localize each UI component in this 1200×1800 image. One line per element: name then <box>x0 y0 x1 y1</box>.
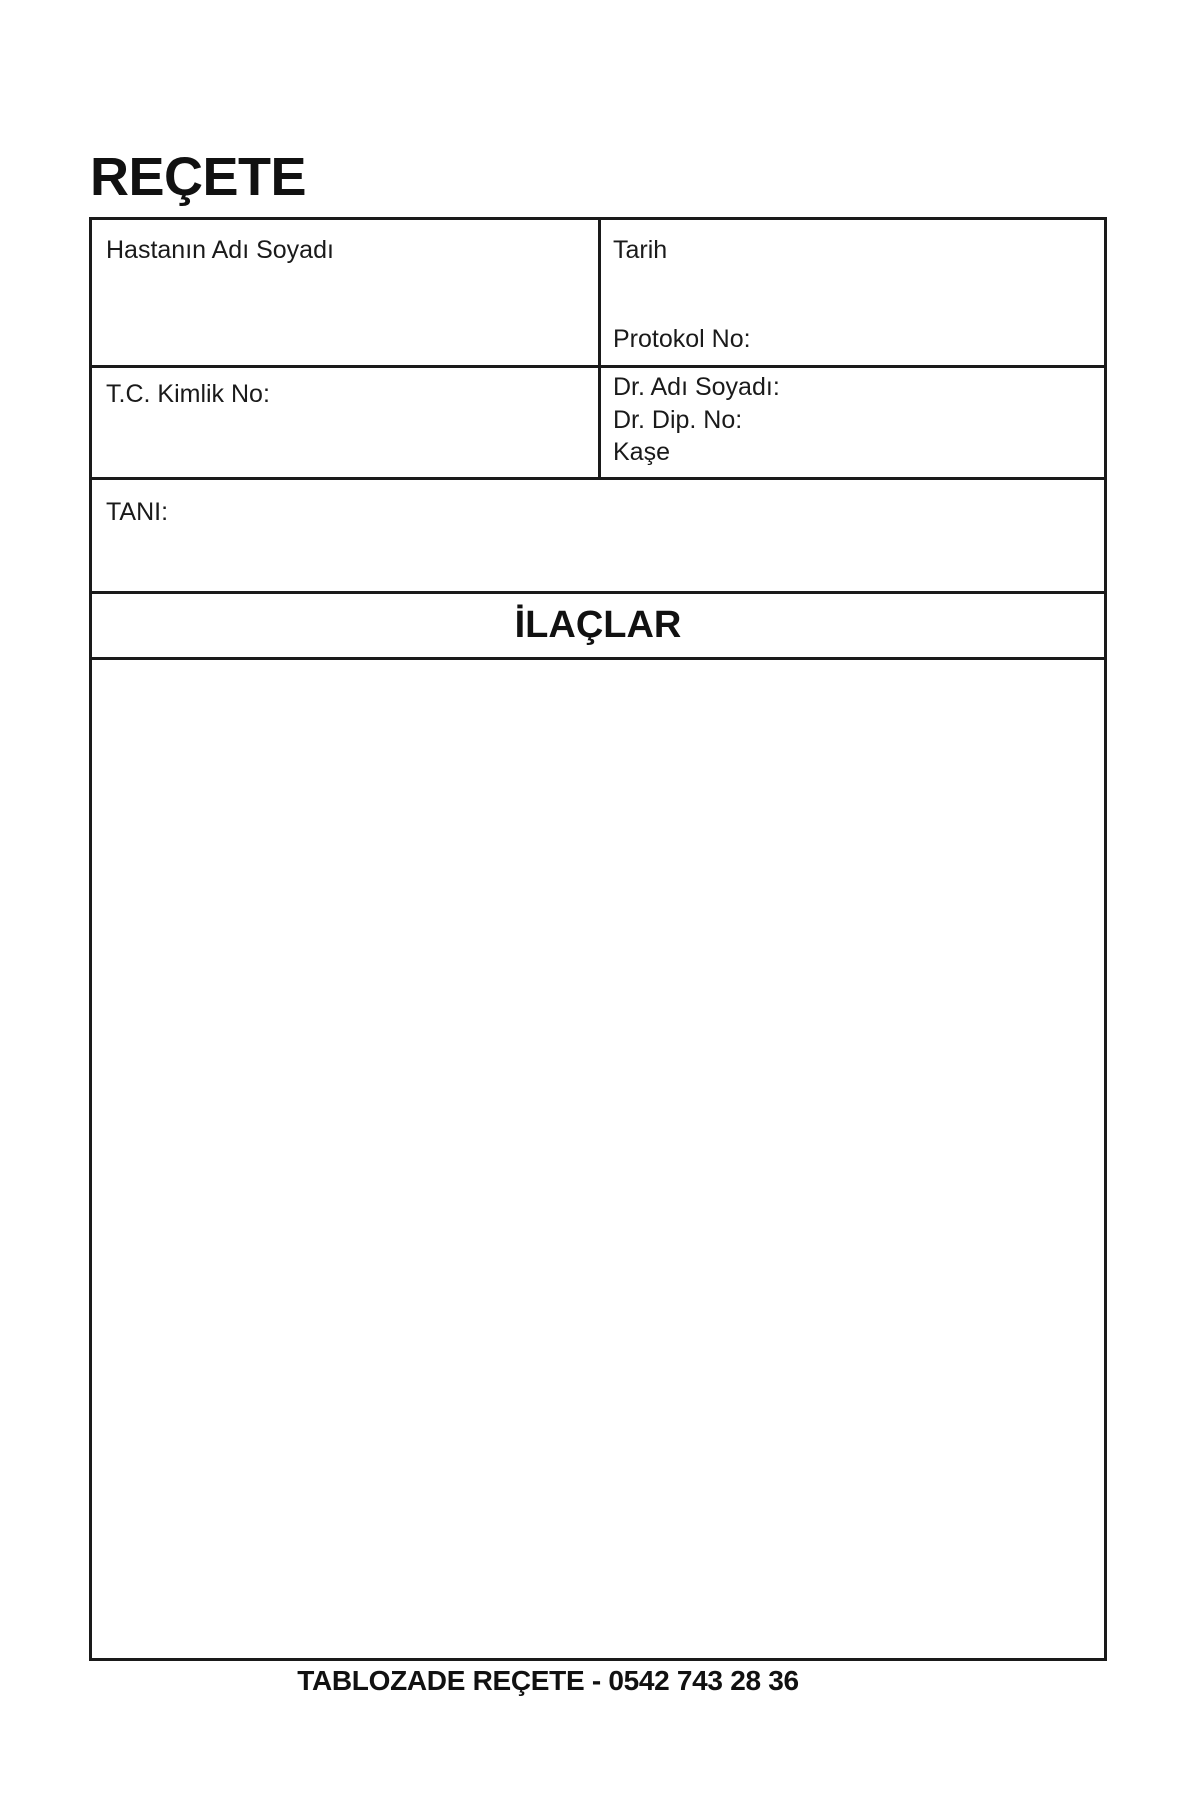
footer-text: TABLOZADE REÇETE - 0542 743 28 36 <box>297 1665 799 1696</box>
doctor-name-label: Dr. Adı Soyadı: <box>613 373 780 401</box>
footer-contact <box>0 1665 1200 1697</box>
date-label: Tarih <box>613 236 668 264</box>
tc-id-cell[interactable] <box>92 368 601 477</box>
date-protocol-cell[interactable] <box>601 220 1104 365</box>
prescription-form <box>89 217 1107 1661</box>
diagnosis-label: TANI: <box>106 498 169 526</box>
form-row-patient <box>92 220 1104 368</box>
stamp-label: Kaşe <box>613 438 670 466</box>
protocol-no-label: Protokol No: <box>613 325 751 353</box>
diagnosis-cell[interactable] <box>92 480 1104 591</box>
form-row-diagnosis <box>92 480 1104 594</box>
doctor-dip-no-label: Dr. Dip. No: <box>613 406 743 434</box>
doctor-info-cell[interactable] <box>601 368 1104 477</box>
medications-heading-row <box>92 594 1104 660</box>
form-row-identity <box>92 368 1104 480</box>
tc-id-label: T.C. Kimlik No: <box>106 380 270 408</box>
medications-area[interactable] <box>92 660 1104 1658</box>
patient-name-label: Hastanın Adı Soyadı <box>106 236 334 264</box>
medications-heading: İLAÇLAR <box>514 604 682 646</box>
page-title: REÇETE <box>90 147 307 207</box>
patient-name-cell[interactable] <box>92 220 601 365</box>
